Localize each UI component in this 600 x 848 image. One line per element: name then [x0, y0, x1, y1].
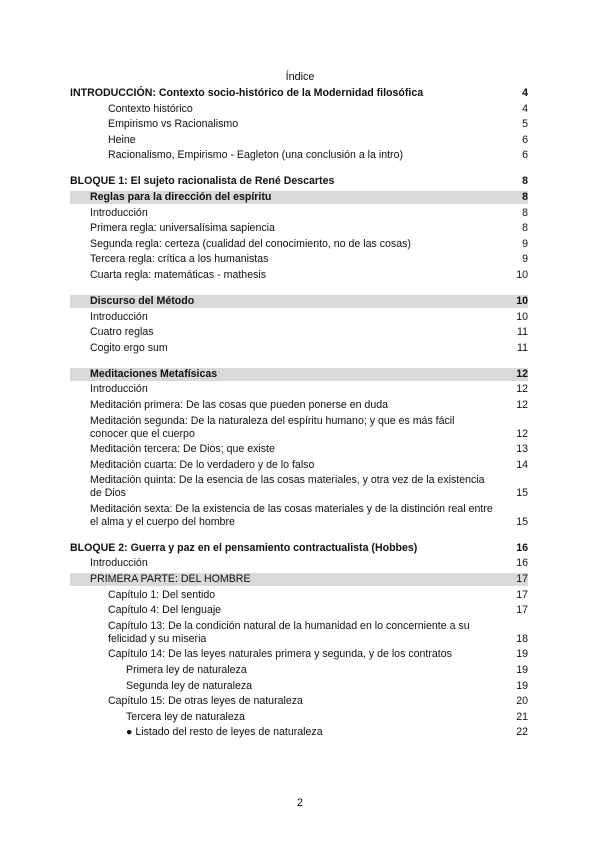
toc-entry-page: 16: [516, 557, 528, 570]
toc-entry[interactable]: [70, 620, 528, 646]
table-of-contents: [70, 87, 528, 742]
toc-entry-page: 18: [516, 632, 528, 645]
toc-entry-title: Segunda ley de naturaleza: [126, 679, 253, 692]
toc-entry-page: 22: [516, 726, 528, 739]
toc-entry-page: 20: [516, 695, 528, 708]
toc-entry-title: Meditación tercera: De Dios; que existe: [90, 443, 275, 456]
toc-entry-page: 9: [522, 253, 528, 266]
toc-entry[interactable]: [70, 87, 528, 100]
toc-entry[interactable]: [70, 149, 528, 162]
toc-entry-page: 16: [516, 541, 528, 554]
toc-entry[interactable]: [70, 134, 528, 147]
toc-entry-page: 10: [516, 294, 528, 307]
toc-entry-page: 19: [516, 648, 528, 661]
toc-entry[interactable]: [70, 383, 528, 396]
toc-entry[interactable]: [70, 269, 528, 282]
toc-entry-title: Capítulo 14: De las leyes naturales primera y segunda, y de los contratos: [108, 648, 452, 661]
toc-entry-title: Tercera regla: crítica a los humanistas: [90, 253, 269, 266]
toc-entry[interactable]: [70, 680, 528, 693]
toc-entry-title: Cogito ergo sum: [90, 341, 168, 354]
toc-entry-title: ● Listado del resto de leyes de naturaleza: [126, 726, 323, 739]
toc-entry[interactable]: [70, 326, 528, 339]
toc-entry-title: Introducción: [90, 557, 148, 570]
toc-entry-title: Meditaciones Metafísicas: [90, 367, 218, 380]
toc-entry[interactable]: [70, 664, 528, 677]
toc-entry-page: 6: [522, 149, 528, 162]
toc-entry-title: Meditación primera: De las cosas que pueden ponerse en duda: [90, 398, 388, 411]
toc-entry[interactable]: [70, 726, 528, 739]
toc-entry[interactable]: [70, 474, 528, 500]
toc-entry[interactable]: [70, 253, 528, 266]
toc-entry-page: 12: [516, 398, 528, 411]
toc-entry-title: Tercera ley de naturaleza: [126, 710, 245, 723]
toc-entry[interactable]: [70, 459, 528, 472]
toc-entry-title: Reglas para la dirección del espíritu: [90, 190, 272, 203]
toc-entry-page: 8: [522, 175, 528, 188]
toc-entry-title: Introducción: [90, 383, 148, 396]
toc-entry-page: 6: [522, 133, 528, 146]
toc-entry-page: 10: [516, 310, 528, 323]
toc-entry-page: 17: [516, 588, 528, 601]
toc-entry-page: 11: [517, 326, 528, 339]
toc-entry-page: 4: [522, 87, 528, 99]
toc-entry-title: Cuarta regla: matemáticas - mathesis: [90, 268, 267, 281]
toc-entry-page: 21: [516, 710, 528, 723]
toc-entry-title: Capítulo 1: Del sentido: [108, 588, 216, 601]
toc-entry-title: Meditación cuarta: De lo verdadero y de lo falso: [90, 458, 315, 471]
toc-entry-title: Meditación quinta: De la esencia de las cosas materiales, y otra vez de la existencia de Dios: [90, 474, 485, 500]
toc-entry-page: 15: [516, 515, 528, 528]
toc-entry-page: 17: [516, 604, 528, 617]
toc-entry[interactable]: [70, 311, 528, 324]
toc-entry-title: Meditación sexta: De la existencia de las cosas materiales y de la distinción real entre el alma y el cuerpo del hombre: [90, 502, 493, 528]
toc-entry-title: Racionalismo, Empirismo - Eagleton (una conclusión a la intro): [108, 149, 403, 162]
toc-entry-title: Meditación segunda: De la naturaleza del espíritu humano; y que es más fácil conocer que el cuerpo: [90, 414, 455, 440]
toc-entry-title: Heine: [108, 133, 136, 146]
toc-entry-title: Empirismo vs Racionalismo: [108, 118, 239, 131]
toc-entry-page: 15: [516, 487, 528, 500]
toc-entry-page: 19: [516, 679, 528, 692]
toc-entry-page: 19: [516, 664, 528, 677]
toc-entry-title: BLOQUE 1: El sujeto racionalista de René Descartes: [70, 175, 335, 188]
toc-entry-page: 12: [516, 367, 528, 380]
toc-entry-page: 5: [522, 118, 528, 131]
toc-entry-page: 8: [522, 206, 528, 219]
toc-entry[interactable]: [70, 604, 528, 617]
toc-entry[interactable]: [70, 503, 528, 529]
toc-entry-title: Capítulo 13: De la condición natural de la humanidad en lo concerniente a su felicidad y su miseria: [108, 619, 470, 645]
toc-entry-title: Primera ley de naturaleza: [126, 664, 247, 677]
toc-entry-title: BLOQUE 2: Guerra y paz en el pensamiento contractualista (Hobbes): [70, 541, 418, 554]
toc-entry[interactable]: [70, 175, 528, 188]
toc-entry[interactable]: [70, 589, 528, 602]
toc-entry-title: Primera regla: universalísima sapiencia: [90, 222, 275, 235]
toc-entry[interactable]: [70, 415, 528, 441]
toc-entry-title: INTRODUCCIÓN: Contexto socio-histórico de la Modernidad filosófica: [70, 87, 424, 99]
toc-entry[interactable]: [70, 295, 528, 308]
toc-entry-title: Cuatro reglas: [90, 326, 154, 339]
toc-entry[interactable]: [70, 648, 528, 661]
toc-entry-title: Segunda regla: certeza (cualidad del conocimiento, no de las cosas): [90, 237, 411, 250]
toc-entry[interactable]: [70, 191, 528, 204]
toc-entry-title: Discurso del Método: [90, 294, 195, 307]
toc-entry-page: 13: [516, 443, 528, 456]
toc-entry[interactable]: [70, 711, 528, 724]
toc-entry-title: PRIMERA PARTE: DEL HOMBRE: [90, 573, 251, 586]
page-title: Índice: [285, 71, 315, 83]
toc-entry-page: 14: [516, 458, 528, 471]
toc-entry[interactable]: [70, 695, 528, 708]
toc-entry[interactable]: [70, 557, 528, 570]
toc-entry[interactable]: [70, 103, 528, 116]
toc-entry-page: 8: [522, 222, 528, 235]
toc-entry-page: 11: [517, 341, 528, 354]
toc-entry[interactable]: [70, 542, 528, 555]
toc-entry[interactable]: [70, 222, 528, 235]
toc-entry-title: Capítulo 4: Del lenguaje: [108, 604, 222, 617]
toc-entry-page: 17: [516, 573, 528, 586]
page-number: 2: [296, 797, 303, 809]
toc-entry-page: 10: [516, 268, 528, 281]
toc-entry-title: Introducción: [90, 206, 148, 219]
toc-entry-page: 12: [516, 383, 528, 396]
toc-entry[interactable]: [70, 399, 528, 412]
toc-entry-page: 12: [516, 427, 528, 440]
toc-entry-title: Contexto histórico: [108, 102, 193, 115]
toc-entry[interactable]: [70, 238, 528, 251]
toc-entry[interactable]: [70, 573, 528, 586]
toc-entry-page: 9: [522, 237, 528, 250]
toc-entry-page: 4: [522, 102, 528, 115]
toc-entry[interactable]: [70, 368, 528, 381]
toc-entry-title: Introducción: [90, 310, 148, 323]
toc-entry[interactable]: [70, 342, 528, 355]
toc-entry[interactable]: [70, 118, 528, 131]
toc-entry[interactable]: [70, 443, 528, 456]
toc-entry-title: Capítulo 15: De otras leyes de naturaleza: [108, 695, 303, 708]
toc-entry-page: 8: [522, 190, 528, 203]
toc-entry[interactable]: [70, 207, 528, 220]
